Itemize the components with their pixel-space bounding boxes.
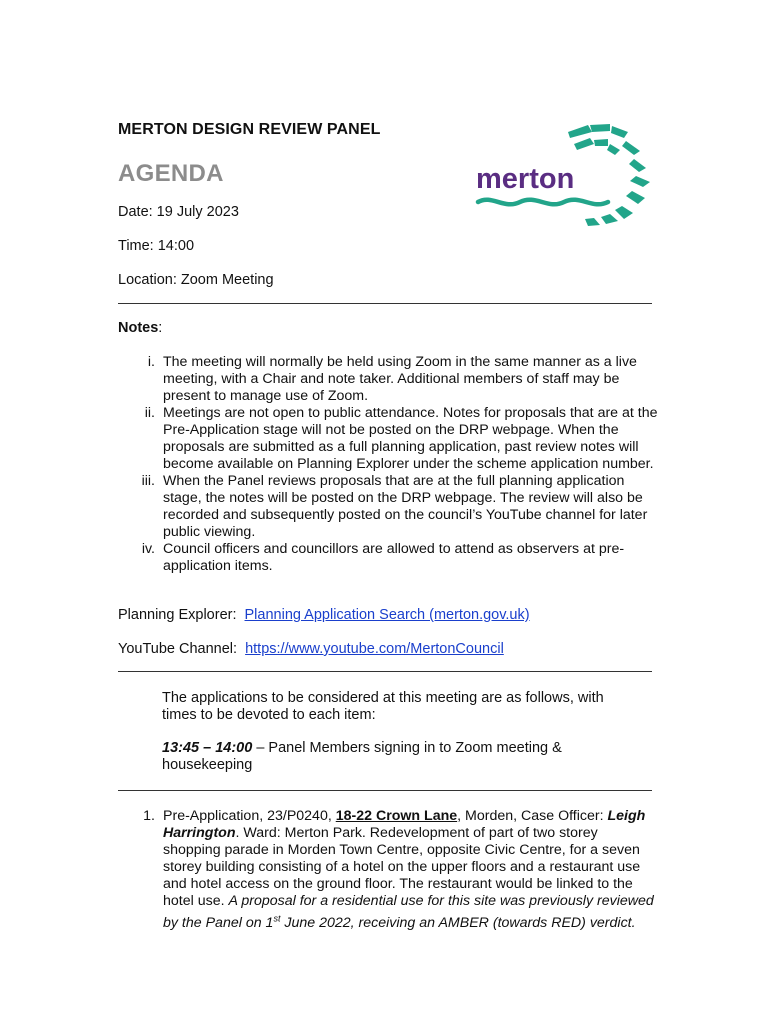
slot-text: – Panel Members signing in to Zoom meeting & housekeeping <box>162 740 562 773</box>
slot-time: 13:45 – 14:00 <box>162 740 253 756</box>
divider <box>118 671 652 672</box>
wave-icon <box>478 200 608 205</box>
merton-logo <box>470 122 660 227</box>
planning-explorer-label: Planning Explorer: <box>118 607 241 623</box>
meeting-location: Location: Zoom Meeting <box>118 272 274 288</box>
note-number: i. <box>147 354 155 370</box>
note-item <box>118 405 663 473</box>
agenda-title: AGENDA <box>118 160 224 187</box>
note-number: ii. <box>144 405 155 421</box>
item-address: 18-22 Crown Lane <box>335 808 458 824</box>
schedule-slot <box>162 740 642 774</box>
meeting-time: Time: 14:00 <box>118 238 195 254</box>
notes-heading <box>118 320 162 336</box>
youtube-channel-label: YouTube Channel: <box>118 641 242 657</box>
swirl-icon <box>568 124 650 226</box>
item-previous-sup: st <box>273 913 281 923</box>
note-item <box>118 473 663 541</box>
note-text: Meetings are not open to public attendance. Notes for proposals that are at the Pre-Application stage will not be posted on the DRP webpage. When the proposals are submitted as a full planning application, past review notes will become available on Planning Explorer under the scheme application number. <box>163 405 658 472</box>
notes-heading-label: Notes <box>118 320 159 336</box>
applications-intro: The applications to be considered at this meeting are as follows, with times to be devoted to each item: <box>162 690 604 723</box>
planning-explorer-row <box>118 607 530 623</box>
panel-title: MERTON DESIGN REVIEW PANEL <box>118 121 381 138</box>
note-number: iii. <box>141 473 155 489</box>
planning-explorer-link[interactable]: Planning Application Search (merton.gov.uk) <box>244 607 530 623</box>
item-description: . Ward: Merton Park. Redevelopment of part of two storey shopping parade in Morden Town Centre, opposite Civic Centre, for a seven storey building consisting of a hotel on the upper floors and a restaurant use and hotel access on the ground floor. The restaurant would be linked to the hotel use. <box>163 825 641 909</box>
note-number: iv. <box>141 541 155 557</box>
item-previous-b: June 2022, receiving an AMBER (towards RED) verdict. <box>280 914 636 931</box>
item-number: 1. <box>143 808 155 824</box>
agenda-item <box>118 808 658 932</box>
item-previous-a: A proposal for a residential use for this site was previously reviewed by the Panel on 1 <box>163 893 654 931</box>
note-item <box>118 354 663 405</box>
item-case-officer: Leigh Harrington <box>163 808 646 841</box>
notes-heading-colon: : <box>158 320 163 336</box>
divider <box>118 790 652 791</box>
note-text: The meeting will normally be held using Zoom in the same manner as a live meeting, with a Chair and note taker. Additional members of staff may be present to manage use of Zoom. <box>163 354 637 404</box>
item-prefix: Pre-Application, 23/P0240, <box>163 808 336 824</box>
notes-list <box>118 354 663 575</box>
divider <box>118 303 652 304</box>
item-text <box>163 808 658 932</box>
logo-wordmark: merton <box>476 163 575 195</box>
note-item <box>118 541 663 575</box>
item-previous-review <box>163 893 654 931</box>
note-text: When the Panel reviews proposals that are at the full planning application stage, the notes will be posted on the DRP webpage. The review will also be recorded and subsequently posted on the council’s YouTube channel for later public viewing. <box>163 473 648 540</box>
note-text: Council officers and councillors are allowed to attend as observers at pre-application items. <box>163 541 625 574</box>
youtube-channel-link[interactable]: https://www.youtube.com/MertonCouncil <box>245 641 504 657</box>
item-after-address: , Morden, Case Officer: <box>457 808 608 824</box>
youtube-channel-row <box>118 641 504 657</box>
meeting-date: Date: 19 July 2023 <box>118 204 239 220</box>
